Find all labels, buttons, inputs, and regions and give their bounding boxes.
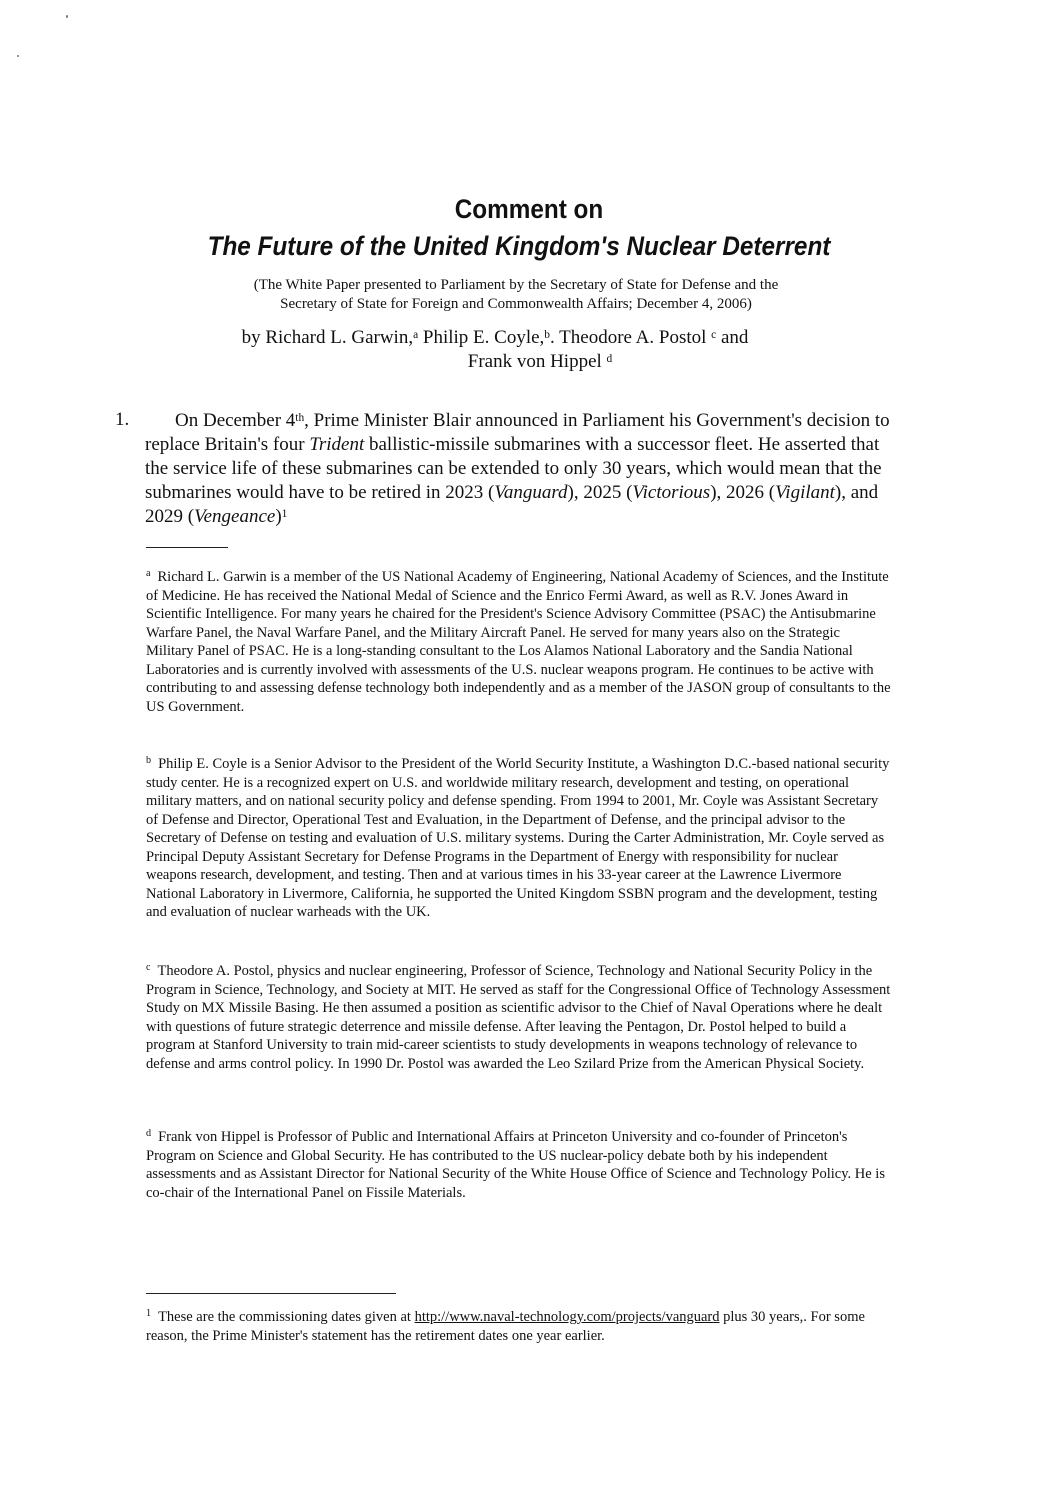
author-notes-divider bbox=[146, 547, 228, 548]
subtitle-line-2: Secretary of State for Foreign and Commonwealth Affairs; December 4, 2006) bbox=[280, 296, 752, 312]
title-line-1: Comment on bbox=[454, 194, 604, 224]
para-text-7: ) bbox=[275, 506, 282, 527]
author-and: and bbox=[716, 327, 749, 348]
trident-name: Trident bbox=[309, 434, 365, 455]
para-text-6: ), and 2029 ( bbox=[145, 482, 879, 527]
author-list bbox=[0, 326, 990, 374]
author-note-b bbox=[146, 755, 891, 922]
vanguard-link[interactable]: http://www.naval-technology.com/projects/vanguard bbox=[414, 1309, 720, 1325]
note-text-c: Theodore A. Postol, physics and nuclear engineering, Professor of Science, Technology and National Security Policy in the Program in Science, Technology, and Society at MIT. He served as staff for the Congressional Office of Technology Assessment Study on MX Missile Basing. He then assumed a position as scientific advisor to the Chief of Naval Operations where he dealt with questions of future strategic deterrence and missile defense. After leaving the Pentagon, Dr. Postol helped to build a program at Stanford University to train mid-career scientists to study developments in weapons technology of relevance to defense and arms control policy. In 1990 Dr. Postol was awarded the Leo Szilard Prize from the American Physical Society. bbox=[146, 963, 891, 1072]
author-note-c bbox=[146, 962, 891, 1073]
para-text-4: ), 2025 ( bbox=[567, 482, 633, 503]
footnote-text-post: plus 30 years,. For some reason, the Prime Minister's statement has the retirement dates one year earlier. bbox=[146, 1309, 865, 1344]
footnote-ref-1[interactable]: 1 bbox=[281, 507, 288, 520]
note-mark-b: b bbox=[146, 755, 152, 767]
vanguard-name: Vanguard bbox=[494, 482, 568, 503]
paragraph-number: 1. bbox=[115, 409, 130, 430]
note-mark-d: d bbox=[146, 1128, 152, 1140]
para-text-1: On December 4 bbox=[175, 410, 296, 431]
victorious-name: Victorious bbox=[632, 482, 711, 503]
author-hippel: Frank von Hippel bbox=[467, 351, 602, 372]
sup-th: th bbox=[295, 411, 305, 424]
author-mark-b: b bbox=[544, 328, 550, 341]
note-mark-a: a bbox=[146, 568, 151, 580]
scan-speck bbox=[17, 55, 19, 57]
author-coyle: Philip E. Coyle, bbox=[418, 327, 545, 348]
footnote-mark-1: 1 bbox=[146, 1308, 152, 1320]
author-note-d bbox=[146, 1128, 891, 1202]
footnote-text-pre: These are the commissioning dates given at bbox=[158, 1309, 415, 1325]
paragraph-text bbox=[145, 409, 890, 529]
author-mark-c: c bbox=[711, 328, 717, 341]
paragraph-1 bbox=[145, 409, 890, 529]
vigilant-name: Vigilant bbox=[775, 482, 835, 503]
note-text-a: Richard L. Garwin is a member of the US National Academy of Engineering, National Academy of Sciences, and the Institute of Medicine. He has received the National Medal of Science and the Enrico Fermi Award, as well as R.V. Jones Award in Scientific Intelligence. For many years he chaired for the President's Science Advisory Committee (PSAC) the Antisubmarine Warfare Panel, the Naval Warfare Panel, and the Military Aircraft Panel. He served for many years also on the Strategic Military Panel of PSAC. He is a long-standing consultant to the Los Alamos National Laboratory and the Sandia National Laboratories and is currently involved with assessments of the U.S. nuclear weapons program. He continues to be active with contributing to and assessing defense technology both independently and as a member of the JASON group of consultants to the US Government. bbox=[146, 569, 891, 715]
note-text-d: Frank von Hippel is Professor of Public and International Affairs at Princeton University and co-founder of Princeton's Program on Science and Global Security. He has contributed to the US nuclear-policy debate both by his independent assessments and as Assistant Director for National Security of the White House Office of Science and Technology Policy. He is co-chair of the International Panel on Fissile Materials. bbox=[146, 1129, 885, 1201]
note-text-b: Philip E. Coyle is a Senior Advisor to the President of the World Security Institute, a Washington D.C.-based national security study center. He is a recognized expert on U.S. and worldwide military research, development and testing, on operational military matters, and on national security policy and defense spending. From 1994 to 2001, Mr. Coyle was Assistant Secretary of Defense and Director, Operational Test and Evaluation, in the Department of Defense, and the principal advisor to the Secretary of Defense on testing and evaluation of U.S. military systems. During the Carter Administration, Mr. Coyle served as Principal Deputy Assistant Secretary for Defense Programs in the Department of Energy with responsibility for nuclear weapons research, development, and testing. Then and at various times in his 33-year career at the Lawrence Livermore National Laboratory in Livermore, California, he supported the United Kingdom SSBN program and the development, testing and evaluation of nuclear warheads with the UK. bbox=[146, 756, 890, 920]
author-postol: . Theodore A. Postol bbox=[550, 327, 707, 348]
para-text-5: ), 2026 ( bbox=[710, 482, 776, 503]
author-line-2 bbox=[0, 350, 990, 374]
vengeance-name: Vengeance bbox=[194, 506, 276, 527]
title-line-2: The Future of the United Kingdom's Nuclear Deterrent bbox=[207, 231, 831, 261]
para-text-2: , Prime Minister Blair announced in Parliament his Government's decision to replace Britain's four bbox=[145, 410, 890, 455]
author-garwin: by Richard L. Garwin, bbox=[241, 327, 414, 348]
scan-speck bbox=[66, 15, 68, 18]
para-text-3: ballistic-missile submarines with a successor fleet. He asserted that the service life of these submarines can be extended to only 30 years, which would mean that the submarines would have to be retired in 2023 ( bbox=[145, 434, 882, 503]
author-line-1 bbox=[0, 326, 990, 350]
author-mark-d: d bbox=[606, 352, 613, 365]
footnote-1 bbox=[146, 1308, 891, 1345]
footnote-divider bbox=[146, 1293, 396, 1294]
subtitle bbox=[0, 276, 1032, 314]
subtitle-line-1: (The White Paper presented to Parliament by the Secretary of State for Defense and the bbox=[253, 277, 779, 293]
author-note-a bbox=[146, 568, 891, 716]
note-mark-c: c bbox=[146, 962, 151, 974]
author-mark-a: a bbox=[413, 328, 419, 341]
